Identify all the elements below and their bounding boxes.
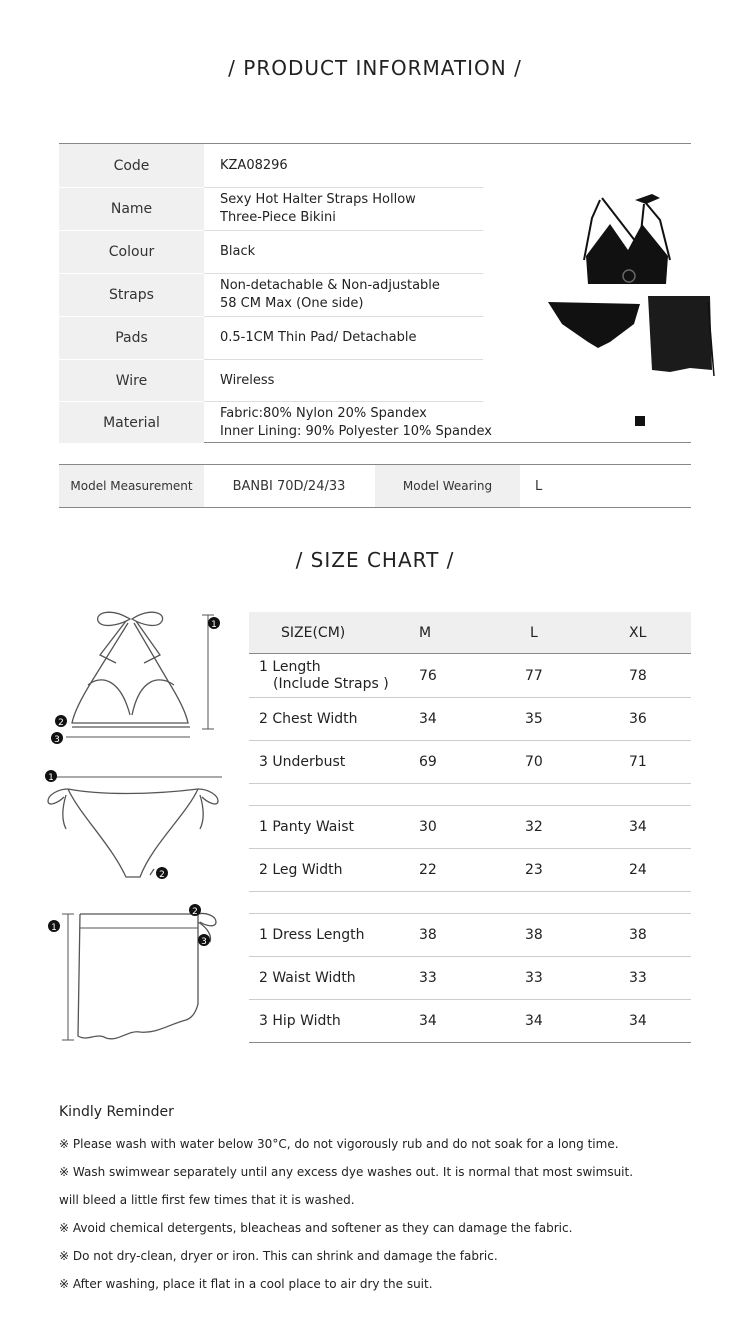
row-label: 2 Chest Width bbox=[259, 710, 358, 727]
reminder-item: ※ Avoid chemical detergents, bleacheas and softener as they can damage the fabric. bbox=[59, 1221, 573, 1235]
colour-swatch bbox=[635, 416, 645, 426]
size-chart-header bbox=[249, 612, 691, 654]
bikini-bottom-diagram bbox=[40, 765, 230, 885]
table-row bbox=[249, 741, 691, 784]
info-value bbox=[220, 317, 482, 359]
skirt-diagram bbox=[40, 900, 230, 1050]
info-label: Material bbox=[59, 402, 204, 443]
info-value bbox=[220, 231, 482, 273]
reminder-item: ※ After washing, place it flat in a cool place to air dry the suit. bbox=[59, 1277, 433, 1291]
info-label: Wire bbox=[59, 360, 204, 401]
info-value-line: Non-detachable & Non-adjustable bbox=[220, 278, 440, 293]
table-row bbox=[249, 1000, 691, 1043]
info-row-material bbox=[59, 402, 691, 443]
marker-label: 1 bbox=[51, 923, 57, 933]
cell-m: 69 bbox=[419, 754, 437, 770]
cell-l: 70 bbox=[525, 754, 543, 770]
product-info-title: / PRODUCT INFORMATION / bbox=[228, 56, 522, 80]
row-label: 3 Hip Width bbox=[259, 1012, 341, 1029]
info-label: Name bbox=[59, 188, 204, 230]
reminder-item: will bleed a little first few times that it is washed. bbox=[59, 1193, 355, 1207]
cell-m: 34 bbox=[419, 1013, 437, 1029]
bikini-bottom-icon bbox=[548, 302, 640, 348]
table-row bbox=[249, 655, 691, 698]
cell-l: 38 bbox=[525, 927, 543, 943]
info-value-line: 0.5-1CM Thin Pad/ Detachable bbox=[220, 330, 417, 345]
reminder-item: ※ Wash swimwear separately until any excess dye washes out. It is normal that most swimsuit. bbox=[59, 1165, 634, 1179]
model-measurement-label: Model Measurement bbox=[59, 465, 204, 507]
model-row bbox=[59, 464, 691, 508]
info-value-line: Three-Piece Bikini bbox=[220, 210, 336, 225]
info-value-line: 58 CM Max (One side) bbox=[220, 296, 364, 311]
row-label: 3 Underbust bbox=[259, 753, 346, 770]
cell-l: 77 bbox=[525, 668, 543, 684]
marker-label: 1 bbox=[211, 620, 217, 630]
cell-xl: 36 bbox=[629, 711, 647, 727]
info-value-line: Sexy Hot Halter Straps Hollow bbox=[220, 192, 416, 207]
cell-l: 33 bbox=[525, 970, 543, 986]
row-label: 2 Waist Width bbox=[259, 969, 356, 986]
row-label: 1 Length (Include Straps ) bbox=[259, 659, 389, 692]
kindly-reminder bbox=[59, 1104, 719, 1298]
info-row-code bbox=[59, 144, 691, 187]
header-xl: XL bbox=[629, 624, 647, 641]
strap-tie-icon bbox=[635, 194, 660, 204]
size-chart-title: / SIZE CHART / bbox=[295, 548, 455, 572]
cell-xl: 34 bbox=[629, 819, 647, 835]
reminder-item: ※ Do not dry-clean, dryer or iron. This can shrink and damage the fabric. bbox=[59, 1249, 498, 1263]
cell-l: 34 bbox=[525, 1013, 543, 1029]
info-value-line: Black bbox=[220, 244, 256, 259]
cell-xl: 24 bbox=[629, 862, 647, 878]
skirt-icon bbox=[648, 296, 712, 372]
cell-xl: 71 bbox=[629, 754, 647, 770]
cell-m: 22 bbox=[419, 862, 437, 878]
info-label: Pads bbox=[59, 317, 204, 359]
model-measurement-value: BANBI 70D/24/33 bbox=[232, 478, 346, 494]
model-wearing-value: L bbox=[535, 478, 543, 494]
marker-label: 2 bbox=[192, 907, 198, 917]
cell-xl: 33 bbox=[629, 970, 647, 986]
cell-m: 33 bbox=[419, 970, 437, 986]
info-value bbox=[220, 144, 482, 187]
table-row bbox=[249, 849, 691, 892]
table-row bbox=[249, 914, 691, 957]
cell-m: 30 bbox=[419, 819, 437, 835]
info-label: Code bbox=[59, 144, 204, 187]
row-label: 2 Leg Width bbox=[259, 861, 343, 878]
reminder-item: ※ Please wash with water below 30°C, do not vigorously rub and do not soak for a long time. bbox=[59, 1137, 619, 1151]
info-value bbox=[220, 360, 482, 401]
cell-m: 34 bbox=[419, 711, 437, 727]
reminder-title: Kindly Reminder bbox=[59, 1104, 174, 1120]
table-spacer-row bbox=[249, 892, 691, 914]
info-value-line: Inner Lining: 90% Polyester 10% Spandex bbox=[220, 423, 492, 439]
table-row bbox=[249, 698, 691, 741]
cell-xl: 78 bbox=[629, 668, 647, 684]
cell-xl: 38 bbox=[629, 927, 647, 943]
header-l: L bbox=[530, 624, 538, 641]
table-spacer-row bbox=[249, 784, 691, 806]
info-value-line: KZA08296 bbox=[220, 157, 288, 173]
info-label: Colour bbox=[59, 231, 204, 273]
table-row bbox=[249, 806, 691, 849]
cell-xl: 34 bbox=[629, 1013, 647, 1029]
marker-label: 2 bbox=[159, 870, 165, 880]
bikini-top-icon bbox=[586, 224, 668, 284]
header-m: M bbox=[419, 624, 432, 641]
product-image bbox=[540, 190, 720, 380]
info-value-line: Fabric:80% Nylon 20% Spandex bbox=[220, 405, 427, 421]
cell-l: 35 bbox=[525, 711, 543, 727]
model-wearing-label: Model Wearing bbox=[375, 465, 520, 507]
table-row bbox=[249, 957, 691, 1000]
header-size: SIZE(CM) bbox=[281, 624, 346, 641]
bikini-top-diagram bbox=[40, 605, 230, 750]
info-value bbox=[220, 274, 482, 316]
cell-m: 38 bbox=[419, 927, 437, 943]
info-value-line: Wireless bbox=[220, 372, 275, 388]
row-label: 1 Dress Length bbox=[259, 926, 365, 943]
marker-label: 3 bbox=[201, 937, 207, 947]
info-value bbox=[220, 188, 482, 230]
cell-l: 23 bbox=[525, 862, 543, 878]
marker-label: 1 bbox=[48, 773, 54, 783]
cell-m: 76 bbox=[419, 668, 437, 684]
row-label: 1 Panty Waist bbox=[259, 818, 355, 835]
marker-label: 3 bbox=[54, 735, 60, 745]
cell-l: 32 bbox=[525, 819, 543, 835]
marker-label: 2 bbox=[58, 718, 64, 728]
info-label: Straps bbox=[59, 274, 204, 316]
info-value bbox=[220, 402, 540, 443]
